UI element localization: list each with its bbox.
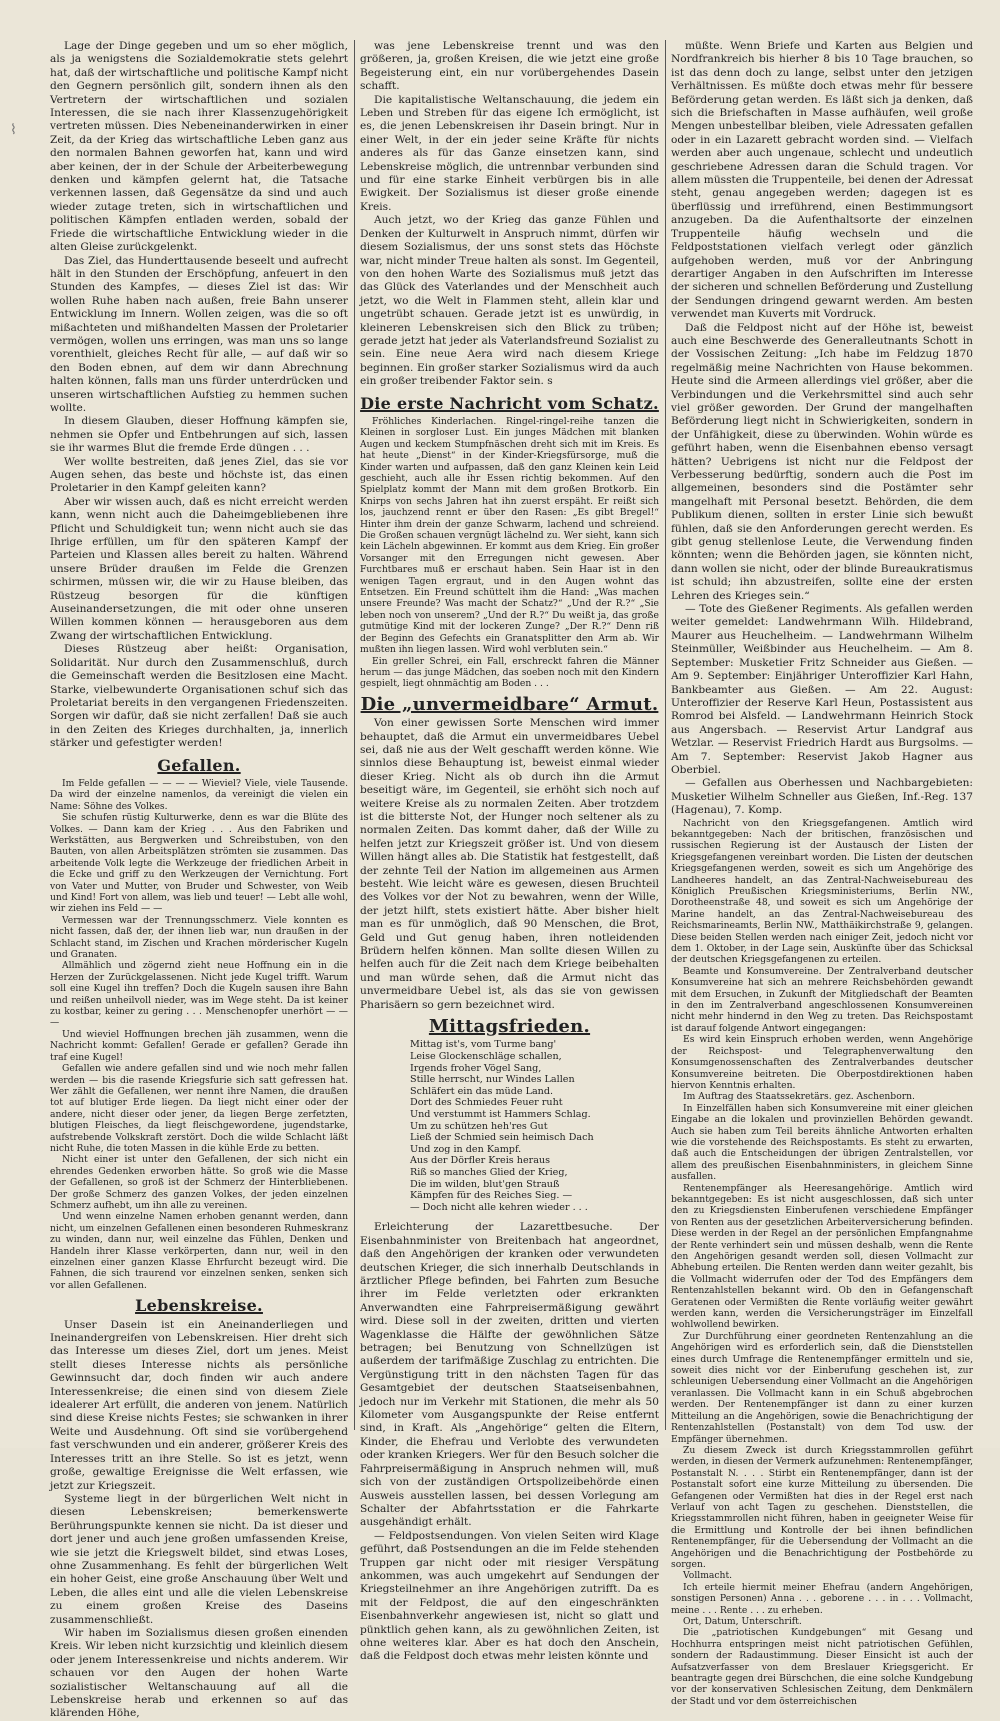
paragraph: In diesem Glauben, dieser Hoffnung kämpfen sie, nehmen sie Opfer und Entbehrungen auf sich, lassen sie ihr warmes Blut die fremde Erde düngen . . .	[50, 415, 348, 455]
paragraph: Allmählich und zögernd zieht neue Hoffnung ein in die Herzen der Zurückgelassenen. Nicht jede Kugel trifft. Warum soll eine Kugel ihn treffen? Doch die Kugeln sausen ihre Bahn und reißen unheilvoll nieder, was im Wege steht. Da ist keiner zu kostbar, keiner zu gering . . . Menschenopfer unerhört — — —	[50, 960, 348, 1029]
paragraph: Nachricht von den Kriegsgefangenen. Amtlich wird bekanntgegeben: Nach der britischen, französischen und russischen Regierung ist der Austausch der Listen der Kriegsgefangenen vereinbart worden. Die Listen der deutschen Kriegsgefangenen werden, soweit es sich um Angehörige des Landheeres handelt, an das Zentral-Nachweisebureau des Königlich Preußischen Kriegsministeriums, Berlin NW., Dorotheenstraße 48, und soweit es sich um Angehörige der Marine handelt, an das Zentral-Nachweisebureau des Reichsmarineamts, Berlin NW., Matthäikirchstraße 9, gelangen. Diese beiden Stellen werden nach einiger Zeit, jedoch nicht vor dem 1. Oktober, in der Lage sein, Auskünfte über das Schicksal der deutschen Kriegsgefangenen zu erteilen.	[671, 817, 973, 966]
paragraph: Unser Dasein ist ein Aneinanderliegen und Ineinandergreifen von Lebenskreisen. Hier dreht sich das Interesse um dieses Ziel, dort um jenes. Meist stellt dieses Interesse nichts als persönliche Gewinnsucht dar, doch finden wir auch andere Interessenkreise; die einen sind von diesem Ziele idealerer Art erfüllt, die anderen von jenem. Natürlich sind diese Kreise nichts Festes; sie schwanken in ihrer Weite und Ausdehnung. Oft sind sie vorübergehend fast verschwunden und ein anderer, größerer Kreis des Interesses tritt an ihre Stelle. So ist es jetzt, wenn große, gewaltige Ereignisse die Welt erfassen, wie jetzt zur Kriegszeit.	[50, 1318, 348, 1492]
column-2	[360, 40, 659, 1663]
paragraph: — Gefallen aus Oberhessen und Nachbargebieten: Musketier Wilhelm Schneller aus Gießen, Inf.-Reg. 137 (Hagenau), 7. Komp.	[671, 777, 973, 817]
paragraph: Wer wollte bestreiten, daß jenes Ziel, das sie vor Augen sehen, das beste und höchste ist, das einen Proletarier in den Kampf geleiten kann?	[50, 455, 348, 495]
paragraph: Es wird kein Einspruch erhoben werden, wenn Angehörige der Reichspost- und Telegraphenverwaltung den Konsumgenossenschaften des Zentralverbandes deutscher Konsumvereine beitreten. Die Oberpostdirektionen haben hiervon Kenntnis erhalten.	[671, 1034, 973, 1091]
heading-lebenskreise: Lebenskreise.	[135, 1296, 263, 1316]
heading-gefallen: Gefallen.	[157, 755, 241, 775]
notices-small-print	[671, 818, 973, 1708]
pin-mark-icon: ⌇	[10, 122, 17, 138]
poem-line: Die im wilden, blut'gen Strauß	[410, 1178, 560, 1190]
poem-mittagsfrieden	[360, 1039, 659, 1213]
paragraph: Sie schufen rüstig Kulturwerke, denn es war die Blüte des Volkes. — Dann kam der Krieg . . . Aus den Fabriken und Werkstätten, aus Bergwerken und Schreibstuben, von den Bauten, von allen Arbeitsplätzen strömten sie zusammen. Das arbeitende Volk legte die Werkzeuge der friedlichen Arbeit in die Ecke und griff zu den Werkzeugen der Vernichtung. Fort von Vater und Mutter, von Bruder und Schwester, von Weib und Kind! Fort von allem, was lieb und teuer! — Lebt alle wohl, wir ziehen ins Feld — —	[50, 812, 348, 915]
poem-line: Leise Glockenschläge schallen,	[410, 1051, 562, 1063]
paragraph: — Tote des Gießener Regiments. Als gefallen werden weiter gemeldet: Landwehrmann Wilh. Hildebrand, Maurer aus Heuchelheim. — Landwehrmann Wilhelm Steinmüller, Weißbinder aus Heuchelheim. — Am 8. September: Musketier Fritz Schneider aus Gießen. — Am 9. September: Einjähriger Unteroffizier Karl Hahn, Bankbeamter aus Gießen. — Am 22. August: Unteroffizier der Reserve Karl Heun, Postassistent aus Romrod bei Alsfeld. — Landwehrmann Heinrich Stock aus Angersbach. — Reservist Artur Landgraf aus Wetzlar. — Reservist Friedrich Hardt aus Burgsolms. — Am 7. September: Reservist Jakob Hagner aus Oberbiel.	[671, 603, 973, 776]
column-divider	[665, 40, 666, 1430]
paragraph: Und wieviel Hoffnungen brechen jäh zusammen, wenn die Nachricht kommt: Gefallen! Gerade er gefallen? Gerade ihn traf eine Kugel!	[50, 1028, 348, 1063]
article-lebenskreise	[50, 1319, 348, 1721]
paragraph: was jene Lebenskreise trennt und was den größeren, ja, großen Kreisen, die wie jetzt eine große Begeisterung eint, ein nur vorübergehendes Dasein schafft.	[360, 40, 659, 93]
paragraph: Auch jetzt, wo der Krieg das ganze Fühlen und Denken der Kulturwelt in Anspruch nimmt, dürfen wir diesem Sozialismus, der uns sonst stets das Höchste war, nicht minder Treue halten als sonst. Im Gegenteil, von den hohen Warte des Sozialismus muß jetzt das das Glück des Vaterlandes und der Menschheit auch jetzt, wo die Welt in Flammen steht, allein klar und ungetrübt schauen. Gerade jetzt ist es unwürdig, in kleineren Lebenskreisen sich den Blick zu trüben; gerade jetzt hat jeder als Vaterlandsfreund Sozialist zu sein. Eine neue Aera wird nach diesem Kriege beginnen. Ein großer starker Sozialismus wird da auch ein großer treibender Faktor sein. s	[360, 214, 659, 388]
paragraph: Im Auftrag des Staatssekretärs. gez. Aschenborn.	[683, 1091, 915, 1103]
article-continued	[50, 40, 348, 751]
paragraph: Von einer gewissen Sorte Menschen wird immer behauptet, daß die Armut ein unvermeidbares Uebel sei, daß nie aus der Welt geschafft werden könne. Wie sinnlos diese Behauptung ist, beweist einmal wieder dieser Krieg. Nicht als ob durch ihn die Armut beseitigt wäre, im Gegenteil, sie erhöht sich noch auf weitere Kreise als zu normalen Zeiten. Aber trotzdem ist die bitterste Not, der Hunger noch seltener als zu normalen Zeiten. Das kommt daher, daß der Wille zu helfen jetzt zur Kriegszeit größer ist. Und von diesem Willen hängt alles ab. Die Statistik hat festgestellt, daß der zehnte Teil der Nation im allgemeinen aus Armen besteht. Wie leicht wäre es gewesen, diesen Bruchteil des Volkes vor der Not zu bewahren, wenn der Wille, der jetzt hilft, stets existiert hätte. Aber bisher hielt man es für unmöglich, daß 90 Menschen, die Brot, Geld und Gut genug haben, ihren notleidenden Brüdern helfen können. Man sollte diesen Willen zu helfen auch für die Zeit nach dem Kriege beibehalten und man würde sehen, daß die Armut nicht das unvermeidbare Uebel ist, als das sie von gewissen Pharisäern so gern bezeichnet wird.	[360, 717, 659, 1011]
paragraph: Gefallen wie andere gefallen sind und wie noch mehr fallen werden — bis die rasende Kriegsfurie sich satt gefressen hat. Wer zählt die Gefallenen, wer nennt ihre Namen, die draußen tot auf blutiger Erde liegen. Da liegt nicht einer oder der andere, nicht dieser oder jener, da liegen Berge zerfetzten, blutigen Fleisches, da liegt fleischgewordene, jugendstarke, aufstrebende Volkskraft zerstört. Doch die wilde Schlacht läßt nicht Ruhe, die toten Massen in die kühle Erde zu betten.	[50, 1063, 348, 1154]
heading-schatz: Die erste Nachricht vom Schatz.	[360, 393, 659, 413]
poem-line: Stille herrscht, nur Windes Lallen	[410, 1074, 575, 1086]
paragraph: Rentenempfänger als Heeresangehörige. Amtlich wird bekanntgegeben: Es ist nicht ausgeschlossen, daß sich unter den zu Kriegsdiensten Einberufenen verschiedene Empfänger von Renten aus der gesetzlichen Arbeiterversicherung befinden. Diese werden in der Regel an der persönlichen Empfangnahme der Rente verhindert sein und müssen deshalb, wenn die Rente den Angehörigen gesandt werden soll, diesen Vollmacht zur Abhebung erteilen. Die Renten werden dann weiter gezahlt, bis die Vollmacht widerrufen oder der Tod des Empfängers dem Rentenzahlstellen bekannt wird. Ob den in Gefangenschaft Geratenen oder Vermißten die Rente vorläufig weiter gewährt werden kann, werden die Versicherungsträger im Einzelfall wohlwollend bewirken.	[671, 1182, 973, 1331]
heading-mittagsfrieden: Mittagsfrieden.	[428, 1016, 591, 1038]
poem-line: Schläfert ein das müde Land.	[410, 1085, 554, 1097]
article-armut	[360, 717, 659, 1012]
column-divider	[354, 40, 355, 1430]
article-schatz	[360, 416, 659, 690]
paragraph: Die kapitalistische Weltanschauung, die jedem ein Leben und Streben für das eigene Ich ermöglicht, ist es, die jenen Lebenskreisen ihr Dasein bringt. Nur in einer Welt, in der ein jeder seine Kräfte für nichts anderes als für das Ganze einsetzen kann, sind Lebenskreise möglich, die untrennbar verbunden sind und für eine starke Einheit verbürgen bis in alle Ewigkeit. Der Sozialismus ist dieser große einende Kreis.	[360, 93, 659, 213]
column-1	[50, 40, 348, 1720]
paragraph: Vermessen war der Trennungsschmerz. Viele konnten es nicht fassen, daß der, der ihnen lieb war, nun draußen in der Schlacht stand, im Zischen und Krachen mörderischer Kugeln und Granaten.	[50, 914, 348, 961]
poem-line: Mittag ist's, vom Turme bang'	[410, 1039, 557, 1051]
paragraph: Beamte und Konsumvereine. Der Zentralverband deutscher Konsumvereine hat sich an mehrere Reichsbehörden gewandt mit dem Ersuchen, in Zukunft der Mitgliedschaft der Beamten in den im Zentralverband angeschlossenen Konsumvereinen nicht mehr hindernd in den Weg zu treten. Das Reichspostamt ist darauf folgende Antwort eingegangen:	[671, 965, 973, 1034]
poem-line: Ließ der Schmied sein heimisch Dach	[410, 1132, 594, 1144]
paragraph: Vollmacht.	[683, 1570, 733, 1582]
paragraph: Dieses Rüstzeug aber heißt: Organisation, Solidarität. Nur durch den Zusammenschluß, durch die Gemeinschaft werden die Besitzlosen eine Macht. Starke, vielbewunderte Organisationen schuf sich das Proletariat bereits in den vergangenen Friedenszeiten. Sorgen wir dafür, daß sie nicht zerfallen! Daß sie auch in den Zeiten des Krieges durchhalten, ja, innerlich stärker und gefestigter werden!	[50, 643, 348, 750]
poem-line: Kämpfen für des Reiches Sieg. —	[410, 1190, 573, 1202]
paragraph: In Einzelfällen haben sich Konsumvereine mit einer gleichen Eingabe an die lokalen und provinziellen Behörden gewandt. Auch sie haben zum Teil bereits ähnliche Antworten erhalten wie die vorstehende des Reichspostamts. Es steht zu erwarten, daß auch die Entscheidungen der übrigen Zentralstellen, vor allem des preußischen Eisenbahnministers, in gleichem Sinne ausfallen.	[671, 1102, 973, 1183]
paragraph: Ich erteile hiermit meiner Ehefrau (andern Angehörigen, sonstigen Personen) Anna . . . geborene . . . in . . . Vollmacht, meine . . . Rente . . . zu erheben.	[671, 1581, 973, 1616]
paragraph: müßte. Wenn Briefe und Karten aus Belgien und Nordfrankreich bis hierher 8 bis 10 Tage brauchen, so ist das denn doch zu lange, selbst unter den jetzigen Verhältnissen. Es müßte doch etwas mehr für bessere Beförderung getan werden. Es läßt sich ja denken, daß sich die Briefschaften in Masse aufhäufen, weil große Mengen unbestellbar bleiben, viele Adressaten gefallen oder in ein Lazarett gebracht worden sind. — Vielfach werden aber auch ungenaue, schlecht und undeutlich geschriebene Adressen daran die Schuld tragen. Vor allem müssten die Truppenteile, bei denen der Adressat steht, genau angegeben werden; dagegen ist es überflüssig und irreführend, einen Bestimmungsort anzugeben. Da die Aufenthaltsorte der einzelnen Truppenteile häufig wechseln und die Feldpoststationen vielfach verlegt oder gänzlich aufgehoben werden, muß vor der Anbringung derartiger Angaben in den Aufschriften im Interesse der sicheren und schnellen Beförderung und Zustellung der Sendungen dringend gewarnt werden. Am besten verwendet man Kuverts mit Vordruck.	[671, 40, 973, 321]
paragraph: Zu diesem Zweck ist durch Kriegsstammrollen geführt werden, in diesen der Vermerk aufzunehmen: Rentenempfänger, Postanstalt N. . . . Stirbt ein Rentenempfänger, dann ist der Postanstalt sofort eine kurze Mitteilung zu übersenden. Die Gefangenen oder Vermißten hat dies in der Regel erst nach Verlauf von acht Tagen zu geschehen. Dienststellen, die Kriegsstammrollen nicht führen, haben in geeigneter Weise für die Ermittlung und Kontrolle der bei ihnen befindlichen Rentenempfänger, für die Uebersendung der Vollmacht an die Angehörigen und die Benachrichtigung der Postbehörde zu sorgen.	[671, 1444, 973, 1570]
paragraph: Aber wir wissen auch, daß es nicht erreicht werden kann, wenn nicht auch die Daheimgebliebenen ihre Pflicht und Schuldigkeit tun; wenn nicht auch sie das Ihrige erfüllen, um für den späteren Kampf der Parteien und Klassen alles bereit zu halten. Während unsere Brüder draußen im Felde die Grenzen schirmen, müssen wir, die wir zu Hause bleiben, das Rüstzeug besorgen für die künftigen Auseinandersetzungen, die mit oder ohne unseren Willen kommen können — herausgeboren aus dem Zwang der wirtschaftlichen Entwicklung.	[50, 495, 348, 642]
paragraph: Ein greller Schrei, ein Fall, erschreckt fahren die Männer herum — das junge Mädchen, das soeben noch mit den Kindern gespielt, liegt ohnmächtig am Boden . . .	[360, 655, 659, 690]
paragraph: Daß die Feldpost nicht auf der Höhe ist, beweist auch eine Beschwerde des Generalleutnants Schott in der Vossischen Zeitung: „Ich habe im Feldzug 1870 regelmäßig meine Nachrichten von Hause bekommen. Heute sind die Armeen allerdings viel größer, aber die Verbindungen und die Verkehrsmittel sind auch sehr viel größer geworden. Der Grund der mangelhaften Beförderung liegt nicht in Schwierigkeiten, sondern in der Unfähigkeit, diese zu überwinden. Wohin würde es geführt haben, wenn die Eisenbahnen ebenso versagt hätten? Uebrigens ist nicht nur die Feldpost der Verbesserung bedürftig, sondern auch die Post im allgemeinen, besonders sind die Postämter sehr mangelhaft mit Personal besetzt. Behörden, die dem Publikum dienen, sollten in erster Linie sich bewußt fühlen, daß sie den Anforderungen gerecht werden. Es gibt genug stellenlose Leute, die Verwendung finden könnten; wenn die Behörden jagen, sie könnten nicht, dann wollen sie nicht, oder der blinde Bureaukratismus ist schuld; ihn abzustreifen, sollte eine der ersten Lehren des Krieges sein.“	[671, 321, 973, 602]
paragraph: Die „patriotischen Kundgebungen“ mit Gesang und Hochhurra entspringen meist nicht patriotischen Gefühlen, sondern der Radaustimmung. Dieser Einsicht ist auch der Aufsatzverfasser von dem Breslauer Kriegsgericht. Er beantragte gegen drei Bürschchen, die eine solche Kundgebung vor der konservativen Schlesischen Zeitung, dem Denkmälern der Stadt und vor dem österreichischen	[671, 1627, 973, 1707]
poem-line: Und verstummt ist Hammers Schlag.	[410, 1109, 591, 1121]
poem-line: Riß so manches Glied der Krieg,	[410, 1167, 568, 1178]
poem-line: Dort des Schmiedes Feuer ruht	[410, 1097, 563, 1109]
paragraph: Systeme liegt in der bürgerlichen Welt nicht in diesen Lebenskreisen; bemerkenswerte Berührungspunkte kennen sie nicht. Da ist dieser und dort jener und auch jene großen umfassenden Kreise, wie sie jetzt die Kriegswelt bildet, sind etwas Loses, ohne Zusammenhang. Es fehlt der bürgerlichen Welt ein hoher Geist, eine große Anschauung über Welt und Leben, die alles eint und alle die vielen Lebenskreise zu einem großen Kreise des Daseins zusammenschließt.	[50, 1492, 348, 1626]
paragraph: Fröhliches Kinderlachen. Ringel-ringel-reihe tanzen die Kleinen in sorgloser Lust. Ein junges Mädchen mit blanken Augen und keckem Stumpfnäschen dreht sich mit im Kreis. Es hat heute „Dienst“ in der Kinder-Kriegsfürsorge, muß die Kinder warten und aufpassen, daß den ganz Kleinen kein Leid geschieht, auch alle ihr Essen richtig bekommen. Auf den Spielplatz kommt der Mann mit dem großen Brotkorb. Ein Knirps von sechs Jahren hat ihn zuerst erspäht. Er reißt sich los, jauchzend rennt er über den Rasen: „Es gibt Bregel!“ Hinter ihm drein der ganze Schwarm, lachend und schreiend. Die Großen schauen vergnügt lächelnd zu. Wer sieht, kann sich kein Lächeln abgewinnen. Er kommt aus dem Krieg. Ein großer Vorsanger mit den Erregungen nicht gewesen. Aber Furchtbares muß er erschaut haben. Sein Haar ist in den wenigen Tagen ergraut, und in den Augen wohnt das Entsetzen. Ein Freund schüttelt ihm die Hand: „Was machen unsere Freunde? Was macht der Schatz?“ „Und der R.?“ „Sie leben noch von unserem? „Und der R.?“ Du weißt ja, das große gutmütige Kind mit der lockeren Zunge? „Der R.?“ Denn riß der Beginn des Gefechts ein Granatsplitter den Arm ab. Wir mußten ihn liegen lassen. Wird wohl verbluten sein.“	[360, 415, 659, 656]
paragraph: Wir haben im Sozialismus diesen großen einenden Kreis. Wir leben nicht kurzsichtig und kleinlich diesem oder jenem Interessenkreise und nichts anderem. Wir schauen vor den Augen der hohen Warte sozialistischer Weltanschauung auf all die Lebenskreise herab und erkennen so auf das klärenden Höhe,	[50, 1626, 348, 1720]
poem-line: Um zu schützen heh'res Gut	[410, 1120, 548, 1132]
paragraph: Zur Durchführung einer geordneten Rentenzahlung an die Angehörigen wird es erforderlich sein, daß die Dienststellen eines durch Umfrage die Rentenempfänger ermitteln und sie, soweit dies nicht vor der Einberufung geschehen ist, zur schleunigen Uebersendung einer Vollmacht an die Angehörigen veranlassen. Die Vollmacht kann in ein Schuß abgebrochen werden. Der Rentenempfänger ist dann zu einer kurzen Mitteilung an die Angehörigen, sowie die Benachrichtigung der Rentenzahlstellen (Postanstalt) von dem Tod usw. der Empfänger übernehmen.	[671, 1330, 973, 1445]
article-lazarett-feldpost	[360, 1221, 659, 1663]
paragraph: Nicht einer ist unter den Gefallenen, der sich nicht ein ehrendes Gedenken erworben hätte. So groß wie die Masse der Gefallenen, so groß ist der Schmerz der Hinterbliebenen. Der große Schmerz des ganzen Volkes, der jeden einzelnen Schmerz aufhebt, um ihn alle zu vereinen.	[50, 1154, 348, 1211]
paragraph: Ort, Datum, Unterschrift.	[683, 1616, 802, 1627]
paragraph: Und wenn einzelne Namen erhoben genannt werden, dann nicht, um einzelnen Gefallenen einen besonderen Ruhmeskranz zu winden, dann nur, weil einzelne das Fühlen, Denken und Handeln ihrer Klasse verkörperten, dann nur, weil in den einzelnen einer ganzen Klasse Ehrfurcht bezeugt wird. Die Fahnen, die sich traurend vor einzelnen senken, senken sich vor allen Gefallenen.	[50, 1211, 348, 1291]
poem-line: Und zog in den Kampf.	[410, 1143, 522, 1155]
paragraph: Das Ziel, das Hunderttausende beseelt und aufrecht hält in den Stunden der Erschöpfung, anfeuert in den Stunden des Kampfes, — dieses Ziel ist das: Wir wollen Ruhe haben nach außen, freie Bahn unserer Entwicklung im Innern. Wollen zeigen, was die so oft mißachteten und mißhandelten Massen der Proletarier vermögen, wollen uns erringen, was man uns so lange vorenthielt, gleiches Recht für alle, — auf daß wir so den Boden ebnen, auf dem wir dann Abrechnung halten können, falls man uns fürder unterdrücken und unseren wirtschaftlichen Aufstieg zu hemmen suchen wollte.	[50, 254, 348, 414]
paragraph: Lage der Dinge gegeben und um so eher möglich, als ja wenigstens die Sozialdemokratie stets gelehrt hat, daß der wirtschaftliche und politische Kampf nicht den Gegnern persönlich gilt, sondern ihnen als den Vertretern der wirtschaftlichen und sozialen Interessen, die sie nach ihrer Klassenzugehörigkeit vertreten müssen. Dies Nebeneinanderwirken in einer Zeit, da der Krieg das wirtschaftliche Leben ganz aus den normalen Bahnen geworfen hat, kann und wird aber keinen, der in der Schule der Arbeiterbewegung denken und kämpfen gelernt hat, die Tatsache verkennen lassen, daß Gegensätze da sind und auch wieder zutage treten, sich in wirtschaftlichen und politischen Kämpfen entladen werden, sobald der Friede die wirtschaftliche Entwicklung wieder in die alten Gleise zurückgelenkt.	[50, 40, 348, 254]
heading-armut: Die „unvermeidbare“ Armut.	[360, 693, 659, 715]
poem-line: Aus der Dörfler Kreis heraus	[410, 1155, 551, 1167]
poem-line: — Doch nicht alle kehren wieder . . .	[410, 1201, 588, 1213]
column-3	[671, 40, 973, 1707]
paragraph: Erleichterung der Lazarettbesuche. Der Eisenbahnminister von Breitenbach hat angeordnet, daß den Angehörigen der kranken oder verwundeten deutschen Krieger, die sich innerhalb Deutschlands in ärztlicher Pflege befinden, bei Fahrten zum Besuche ihrer im Felde verletzten oder erkrankten Anverwandten eine Fahrpreisermäßigung gewährt wird. Diese soll in der zweiten, dritten und vierten Wagenklasse die Hälfte der gewöhnlichen Sätze betragen; bei Benutzung von Schnellzügen ist außerdem der tarifmäßige Zuschlag zu entrichten. Die Vergünstigung tritt in den nächsten Tagen für das Gesamtgebiet der deutschen Staatseisenbahnen, jedoch nur im Verkehr mit Stationen, die mehr als 50 Kilometer vom Ausgangspunkte der Reise entfernt sind, in Kraft. Als „Angehörige“ gelten die Eltern, Kinder, die Ehefrau und Verlobte des verwundeten oder kranken Kriegers. Wer für den Besuch solcher die Fahrpreisermäßigung in Anspruch nehmen will, muß sich von der zuständigen Ortspolizeibehörde einen Ausweis ausstellen lassen, bei dessen Vorlegung am Schalter der Abfahrtsstation er die Fahrkarte ausgehändigt erhält.	[360, 1221, 659, 1529]
poem-line: Irgends froher Vögel Sang,	[410, 1062, 542, 1074]
article-lebenskreise-cont	[360, 40, 659, 389]
article-feldpost-regiment	[671, 40, 973, 818]
article-gefallen	[50, 778, 348, 1291]
paragraph: — Feldpostsendungen. Von vielen Seiten wird Klage geführt, daß Postsendungen an die im Felde stehenden Truppen gar nicht oder mit riesiger Verspätung ankommen, was auch umgekehrt auf Sendungen der Kriegsteilnehmer an ihre Angehörigen zutrifft. Da es mit der Feldpost, die auf den eingeschränkten Eisenbahnverkehr angewiesen ist, nicht so glatt und pünktlich gehen kann, als zu gewöhnlichen Zeiten, ist ohne weiteres klar. Aber es hat doch den Anschein, daß die Feldpost doch etwas mehr leisten könnte und	[360, 1529, 659, 1663]
paragraph: Im Felde gefallen — — — — Wieviel? Viele, viele Tausende. Da wird der einzelne namenlos, da vereinigt die vielen ein Name: Söhne des Volkes.	[50, 777, 348, 812]
